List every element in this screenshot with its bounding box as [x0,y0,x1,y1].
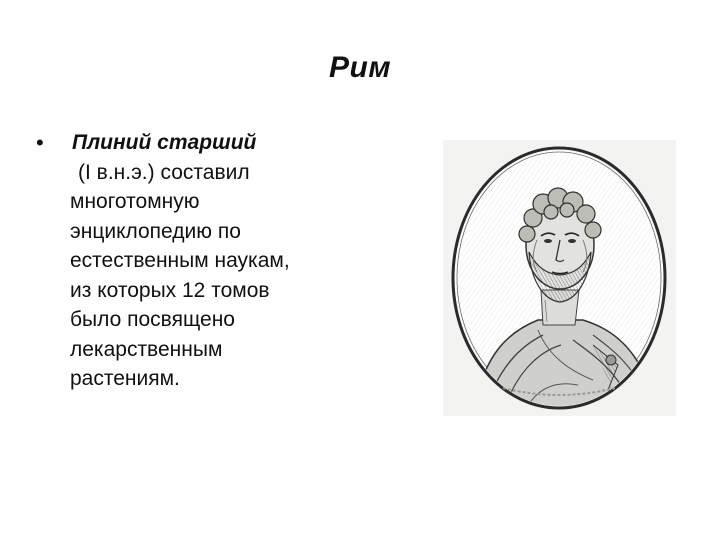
portrait-engraving [443,140,676,416]
bullet-body [70,158,364,394]
body-line: многотомную [70,190,200,213]
portrait-image [443,140,676,416]
body-line: было посвящено [70,308,235,331]
slide-title: Рим [328,51,392,84]
body-line: лекарственным [70,337,223,361]
slide-content [34,128,364,394]
bullet-heading: Плиний старший [72,131,257,154]
body-line: (I в.н.э.) составил [78,160,250,184]
body-line: естественным наукам, [70,249,290,272]
body-line: растениям. [70,367,180,390]
bullet-marker: • [36,130,44,155]
body-line: из которых 12 томов [70,278,270,302]
body-line: энциклопедию по [70,219,241,243]
bullet-item [34,128,364,158]
